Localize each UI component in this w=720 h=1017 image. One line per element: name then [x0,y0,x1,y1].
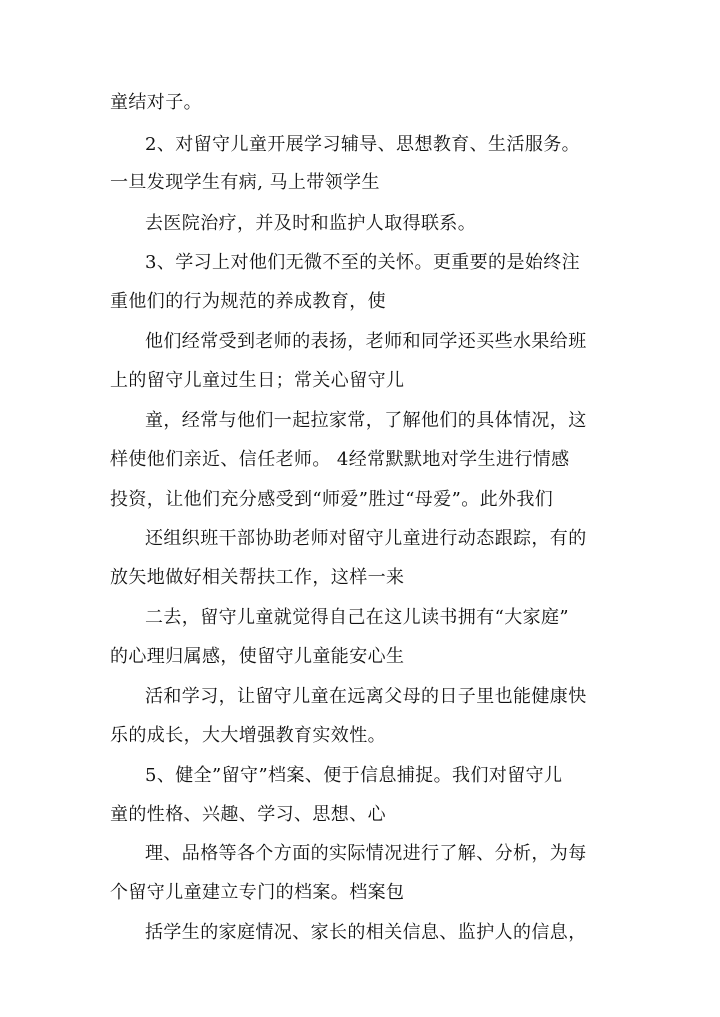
text-line: 童的性格、兴趣、学习、思想、心 [110,804,386,825]
text-line: 理、品格等各个方面的实际情况进行了解、分析，为每 [145,843,587,864]
text-line: 重他们的行为规范的养成教育，使 [110,291,386,312]
text-line: 个留守儿童建立专门的档案。档案包 [110,882,405,903]
text-line: 二去，留守儿童就觉得自己在这儿读书拥有“大家庭” [145,607,570,628]
text-line: 的心理归属感，使留守儿童能安心生 [110,646,405,667]
text-line: 去医院治疗，并及时和监护人取得联系。 [145,213,477,234]
text-line: 投资，让他们充分感受到“师爱”胜过“母爱”。此外我们 [110,489,554,510]
text-line: 他们经常受到老师的表扬，老师和同学还买些水果给班 [145,331,587,352]
text-line: 童，经常与他们一起拉家常，了解他们的具体情况，这 [145,410,587,431]
text-line: 还组织班干部协助老师对留守儿童进行动态跟踪，有的 [145,528,587,549]
text-line: 童结对子。 [110,92,202,113]
text-line: 乐的成长，大大增强教育实效性。 [110,725,386,746]
text-line: 5、健全”留守”档案、便于信息捕捉。我们对留守儿 [145,765,563,786]
text-line: 括学生的家庭情况、家长的相关信息、监护人的信息， [145,922,587,943]
text-line: 样使他们亲近、信任老师。 4经常默默地对学生进行情感 [110,449,570,470]
text-line: 放矢地做好相关帮扶工作，这样一来 [110,567,405,588]
text-line: 上的留守儿童过生日；常关心留守儿 [110,370,405,391]
text-line: 活和学习，让留守儿童在远离父母的日子里也能健康快 [145,686,587,707]
text-line: 一旦发现学生有病, 马上带领学生 [110,172,380,193]
text-line: 3、学习上对他们无微不至的关怀。更重要的是始终注 [145,252,581,273]
text-line: 2、对留守儿童开展学习辅导、思想教育、生活服务。 [145,134,581,155]
